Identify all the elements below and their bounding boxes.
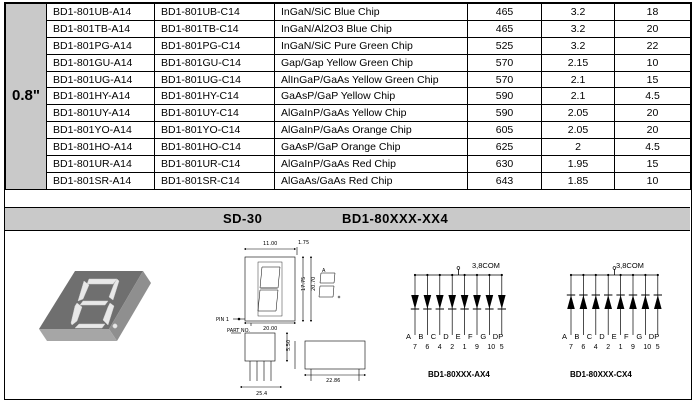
anode-diode-e xyxy=(461,295,469,309)
cell-chip: AlGaInP/GaAs Yellow Chip xyxy=(275,105,468,122)
dimension-drawing xyxy=(231,247,365,387)
cathode-pin-label: 5 xyxy=(655,344,660,351)
cathode-pin-label: 9 xyxy=(631,344,635,351)
cell-anode: BD1-801HY-A14 xyxy=(47,88,155,105)
table-row xyxy=(6,54,691,71)
cell-wavelength: 643 xyxy=(468,172,542,189)
cell-chip: AlInGaP/GaAs Yellow Green Chip xyxy=(275,71,468,88)
anode-pin-label: 6 xyxy=(425,344,430,351)
dim-pitch: 25.4 xyxy=(256,391,268,397)
cell-iv: 20 xyxy=(615,122,691,139)
cell-iv: 4.5 xyxy=(615,88,691,105)
cell-cathode: BD1-801UR-C14 xyxy=(155,156,275,173)
anode-pin-label: 7 xyxy=(413,344,417,351)
anode-seg-label: E xyxy=(455,332,461,341)
part-no-label: PART NO. xyxy=(227,328,250,334)
package-title-bar xyxy=(5,207,690,231)
dim-right-b: 17.75 xyxy=(301,276,307,291)
cathode-seg-label: E xyxy=(611,332,617,341)
datasheet-panel xyxy=(4,2,692,400)
cell-iv: 15 xyxy=(615,156,691,173)
common-cathode-schematic xyxy=(562,267,662,351)
dim-bottom-width: 20.00 xyxy=(263,326,278,332)
cathode-diode-b xyxy=(580,295,588,309)
cell-chip: Gap/Gap Yellow Green Chip xyxy=(275,54,468,71)
anode-diode-c xyxy=(436,295,444,309)
display-size-cell: 0.8" xyxy=(6,4,47,190)
table-row xyxy=(6,71,691,88)
cell-wavelength: 465 xyxy=(468,20,542,37)
cell-anode: BD1-801UY-A14 xyxy=(47,105,155,122)
cell-chip: InGaN/SiC Blue Chip xyxy=(275,4,468,21)
cell-iv: 10 xyxy=(615,172,691,189)
common-anode-schematic xyxy=(406,267,506,351)
cell-anode: BD1-801TB-A14 xyxy=(47,20,155,37)
cell-wavelength: 630 xyxy=(468,156,542,173)
dim-right-a: 1.75 xyxy=(298,240,310,246)
cell-anode: BD1-801UB-A14 xyxy=(47,4,155,21)
cell-cathode: BD1-801UY-C14 xyxy=(155,105,275,122)
cell-wavelength: 570 xyxy=(468,71,542,88)
anode-diode-g xyxy=(486,295,494,309)
cathode-seg-label: DP xyxy=(648,332,660,341)
anode-pin-label: 9 xyxy=(475,344,479,351)
spec-table xyxy=(5,3,691,190)
cathode-diode-d xyxy=(604,295,612,309)
caption-common-cathode: BD1-80XXX-CX4 xyxy=(570,370,632,379)
series-name: BD1-80XXX-XX4 xyxy=(342,211,449,226)
table-row xyxy=(6,172,691,189)
cell-iv: 4.5 xyxy=(615,139,691,156)
cell-chip: InGaN/Al2O3 Blue Chip xyxy=(275,20,468,37)
table-row xyxy=(6,156,691,173)
caption-common-anode: BD1-80XXX-AX4 xyxy=(428,370,490,379)
led-display-image xyxy=(39,271,151,341)
anode-diode-dp xyxy=(498,295,506,309)
dim-top-width: 11.00 xyxy=(263,241,278,247)
cell-anode: BD1-801UR-A14 xyxy=(47,156,155,173)
anode-pin-label: 10 xyxy=(487,344,496,351)
anode-diode-b xyxy=(424,295,432,309)
dim-side-width: 22.86 xyxy=(326,378,341,384)
cell-anode: BD1-801YO-A14 xyxy=(47,122,155,139)
cell-vf: 2.05 xyxy=(542,122,615,139)
cell-chip: AlGaInP/GaAs Orange Chip xyxy=(275,122,468,139)
cell-iv: 20 xyxy=(615,20,691,37)
cell-chip: InGaN/SiC Pure Green Chip xyxy=(275,37,468,54)
cell-vf: 2.15 xyxy=(542,54,615,71)
cathode-seg-label: C xyxy=(586,332,593,341)
com-label-cathode: 3,8COM xyxy=(616,261,644,270)
drawings-area xyxy=(5,231,690,399)
cell-vf: 1.85 xyxy=(542,172,615,189)
cathode-pin-label: 7 xyxy=(569,344,573,351)
cathode-diode-g xyxy=(642,295,650,309)
anode-pin-label: 1 xyxy=(462,344,467,351)
package-code: SD-30 xyxy=(223,211,263,226)
anode-diode-a xyxy=(411,295,419,309)
seg-label-a-small: A xyxy=(322,268,326,274)
cell-cathode: BD1-801HO-C14 xyxy=(155,139,275,156)
cell-wavelength: 590 xyxy=(468,105,542,122)
cell-iv: 15 xyxy=(615,71,691,88)
anode-seg-label: A xyxy=(406,332,412,341)
cell-cathode: BD1-801YO-C14 xyxy=(155,122,275,139)
cell-cathode: BD1-801SR-C14 xyxy=(155,172,275,189)
anode-diode-d xyxy=(448,295,456,309)
cell-anode: BD1-801GU-A14 xyxy=(47,54,155,71)
cell-wavelength: 605 xyxy=(468,122,542,139)
anode-seg-label: DP xyxy=(492,332,504,341)
cell-wavelength: 570 xyxy=(468,54,542,71)
cell-iv: 22 xyxy=(615,37,691,54)
cell-wavelength: 465 xyxy=(468,4,542,21)
cathode-diode-a xyxy=(567,295,575,309)
cell-chip: GaAsP/GaP Yellow Chip xyxy=(275,88,468,105)
cell-iv: 18 xyxy=(615,4,691,21)
cell-anode: BD1-801SR-A14 xyxy=(47,172,155,189)
cell-cathode: BD1-801GU-C14 xyxy=(155,54,275,71)
cathode-pin-label: 1 xyxy=(618,344,623,351)
cell-wavelength: 625 xyxy=(468,139,542,156)
cell-cathode: BD1-801HY-C14 xyxy=(155,88,275,105)
anode-seg-label: D xyxy=(443,332,449,341)
cathode-pin-label: 6 xyxy=(581,344,586,351)
cell-vf: 2.1 xyxy=(542,71,615,88)
cell-vf: 3.2 xyxy=(542,20,615,37)
cathode-diode-c xyxy=(592,295,600,309)
cathode-seg-label: G xyxy=(636,332,643,341)
cell-vf: 1.95 xyxy=(542,156,615,173)
cell-vf: 3.2 xyxy=(542,37,615,54)
cell-wavelength: 525 xyxy=(468,37,542,54)
anode-seg-label: F xyxy=(468,332,473,341)
cathode-pin-label: 10 xyxy=(643,344,652,351)
cell-wavelength: 590 xyxy=(468,88,542,105)
cathode-pin-label: 2 xyxy=(606,344,611,351)
cell-anode: BD1-801UG-A14 xyxy=(47,71,155,88)
cell-vf: 3.2 xyxy=(542,4,615,21)
cathode-seg-label: A xyxy=(562,332,568,341)
anode-diode-f xyxy=(473,295,481,309)
cell-anode: BD1-801PG-A14 xyxy=(47,37,155,54)
cell-chip: AlGaAs/GaAs Red Chip xyxy=(275,172,468,189)
cell-chip: GaAsP/GaP Orange Chip xyxy=(275,139,468,156)
anode-pin-label: 5 xyxy=(499,344,504,351)
cathode-diode-e xyxy=(617,295,625,309)
anode-seg-label: B xyxy=(418,332,424,341)
dim-side-height: 5.50 xyxy=(286,339,292,351)
cell-vf: 2.1 xyxy=(542,88,615,105)
cell-iv: 20 xyxy=(615,105,691,122)
cell-chip: AlGaInP/GaAs Red Chip xyxy=(275,156,468,173)
table-row xyxy=(6,37,691,54)
anode-pin-label: 2 xyxy=(450,344,455,351)
cell-cathode: BD1-801UG-C14 xyxy=(155,71,275,88)
anode-pin-label: 4 xyxy=(437,344,442,351)
cathode-pin-label: 4 xyxy=(593,344,598,351)
table-row xyxy=(6,105,691,122)
cell-cathode: BD1-801PG-C14 xyxy=(155,37,275,54)
anode-seg-label: C xyxy=(430,332,437,341)
pin1-label: PIN 1 xyxy=(216,317,230,323)
table-row xyxy=(6,4,691,21)
table-row xyxy=(6,139,691,156)
com-label-anode: 3,8COM xyxy=(472,261,500,270)
cathode-diode-dp xyxy=(654,295,662,309)
cell-vf: 2 xyxy=(542,139,615,156)
dim-right-c: 20.70 xyxy=(311,276,317,291)
cathode-diode-f xyxy=(629,295,637,309)
cell-iv: 10 xyxy=(615,54,691,71)
cell-anode: BD1-801HO-A14 xyxy=(47,139,155,156)
dimension-labels xyxy=(216,240,340,397)
anode-seg-label: G xyxy=(480,332,487,341)
cathode-seg-label: F xyxy=(624,332,629,341)
cell-cathode: BD1-801UB-C14 xyxy=(155,4,275,21)
table-row xyxy=(6,88,691,105)
cell-cathode: BD1-801TB-C14 xyxy=(155,20,275,37)
table-row xyxy=(6,20,691,37)
cathode-seg-label: B xyxy=(574,332,580,341)
cell-vf: 2.05 xyxy=(542,105,615,122)
table-row xyxy=(6,122,691,139)
cathode-seg-label: D xyxy=(599,332,605,341)
